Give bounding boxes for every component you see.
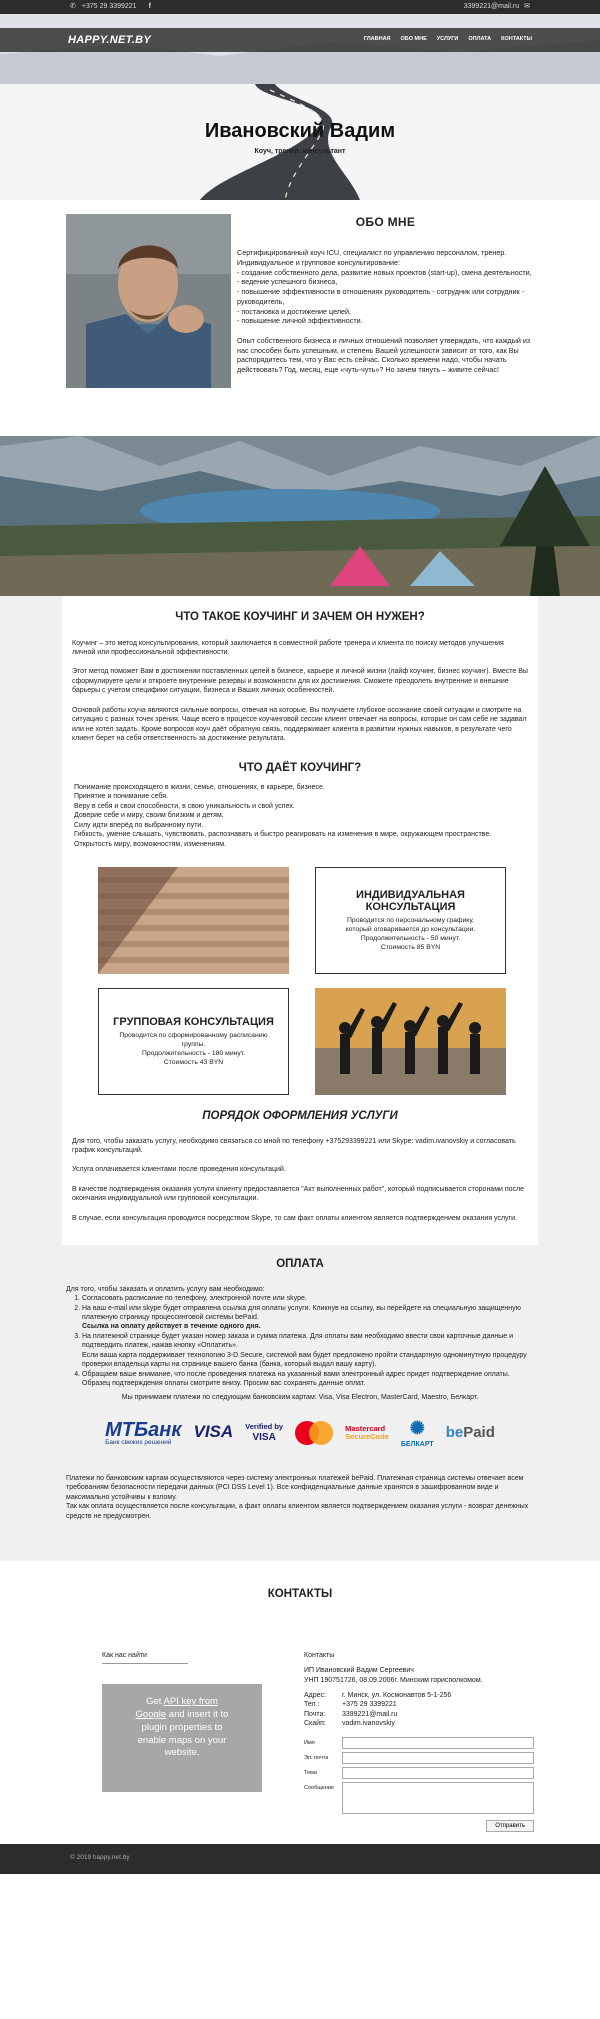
contact-owner: ИП Ивановский Вадим Сергеевич (304, 1667, 414, 1675)
lake-image (0, 436, 600, 596)
coaching-paragraph: Этот метод поможет Вам в достижении поставленных целей в бизнесе, карьере и личной жизни (лайф коучинг, бизнес коучинг). Вместе Вы сформулируете цели и откроете внутренние резервы и возможности для их достижения. Сможете преодолеть внутренние и внешние барьеры с учетом специфики ситуации, бизнеса и Ваших личных особенностей. (72, 668, 528, 695)
cards-line: Мы принимаем платежи по следующим банковским картам: Visa, Visa Electron, MasterCard, Maestro, Белкарт. (121, 1393, 479, 1401)
group-title: ГРУППОВАЯ КОНСУЛЬТАЦИЯ (113, 1015, 274, 1028)
order-paragraph: В случае, если консультация проводится посредством Skype, то сам факт оплаты клиентом является подтверждением оказания услуги. (72, 1214, 517, 1222)
group-card[interactable] (98, 988, 289, 1095)
order-paragraph: Для того, чтобы заказать услугу, необходимо связаться со мной по телефону +375293399221 или Skype: vadim.ivanovskiy и согласовать график консультаций. (72, 1137, 516, 1154)
mail-icon: ✉ (524, 3, 530, 11)
list-item: Понимание происходящего в жизни, семье, отношениях, в карьере, бизнесе. (74, 783, 325, 791)
mastercard-securecode-logo: Mastercard SecureCode (345, 1423, 389, 1441)
send-button[interactable]: Отправить (486, 1820, 534, 1832)
payment-section (0, 1245, 600, 1561)
message-field[interactable] (342, 1782, 534, 1814)
top-phone[interactable]: +375 29 3399221 (81, 3, 137, 11)
payment-footer-paragraph: Платежи по банковским картам осуществляются через систему электронных платежей bePaid. Платежная страница системы отвечает всем требованиям безопасности передачи данных (PCI DSS Level 1). Все конфиденциальные данные хранятся в зашифрованном виде и максимально устойчивы к взлому. (66, 1474, 524, 1501)
map-column (102, 1651, 262, 1832)
name-field[interactable] (342, 1737, 534, 1749)
individual-desc1: Проводится по персональному графику, (347, 916, 474, 924)
order-title: ПОРЯДОК ОФОРМЛЕНИЯ УСЛУГИ (202, 1110, 398, 1123)
payment-logos (66, 1408, 534, 1458)
coaching-paragraph: Основой работы коуча являются сильные вопросы, отвечая на которые, Вы получаете глубокое осознание своей ситуации и смотрите на ситуацию с разных точек зрения. Чаще всего в процессе коучинговой сессии клиент отвечает на вопросы, которые он сам себе не задавал или не хотел задать. Кроме вопросов коуч даёт обратную связь, поддерживает клиента в развитии нужных навыков, в результате чего клиент берет на себя ответственность за достижение результата. (72, 706, 527, 743)
email-label: Эл. почта (304, 1754, 329, 1761)
mtbank-logo: МТБанк Банк свежих решений (105, 1418, 182, 1446)
about-title: ОБО МНЕ (355, 215, 416, 229)
gives-title: ЧТО ДАЁТ КОУЧИНГ? (238, 762, 362, 775)
hero-section (0, 14, 600, 200)
list-item: Принятие и понимание себя. (74, 793, 168, 801)
contacts-grid (66, 1651, 534, 1832)
about-line: Индивидуальное и групповое консультирование: (237, 257, 401, 267)
email-field[interactable] (342, 1752, 534, 1764)
nav-home[interactable]: ГЛАВНАЯ (363, 36, 391, 43)
list-item: 3. На платежной странице будет указан номер заказа и сумма платежа. Для оплаты вам необходимо ввести свои карточные данные и подтвердить платеж, нажав кнопку «Оплатить». Если ваша карта поддерживает технологию 3-D Secure, системой вам будет предложено пройти стандартную одноминутную процедуру проверки владельца карты на странице вашего банка (банка, который выдал вашу карту). (82, 1332, 534, 1370)
payment-steps (66, 1294, 534, 1388)
api-key-link[interactable]: API key from Google (135, 1696, 218, 1720)
group-silhouette-image (315, 988, 506, 1095)
order-paragraph: Услуга оплачивается клиентами после проведения консультаций. (72, 1166, 286, 1174)
about-line: - создание собственного дела, развитие новых проектов (start-up), смена деятельности, (237, 267, 532, 277)
coaching-title: ЧТО ТАКОЕ КОУЧИНГ И ЗАЧЕМ ОН НУЖЕН? (175, 611, 425, 623)
about-section (0, 200, 600, 436)
contact-form (304, 1737, 534, 1832)
bepaid-logo: bePaid (445, 1423, 495, 1441)
group-desc2: группы. (181, 1040, 206, 1048)
list-item: 2. На ваш e-mail или skype будет отправлена ссылка для оплаты услуги. Кликнув на ссылку, вы перейдете на специальную защищенную платежную страницу процессинговой системы bePaid. Ссылка на оплату действует в течение одного дня. (82, 1304, 534, 1332)
nav-about[interactable]: ОБО МНЕ (400, 36, 427, 43)
verified-by-visa-logo: Verified by VISA (245, 1422, 284, 1443)
individual-duration: Продолжительность - 50 минут. (360, 935, 461, 943)
subject-label: Тема (304, 1769, 317, 1776)
about-line: - постановка и достижение целей, (237, 306, 352, 316)
phone-icon: ✆ (70, 3, 76, 11)
name-label: Имя (304, 1739, 315, 1746)
coaching-wrap (0, 596, 600, 1245)
list-item: Силу идти вперёд по выбранному пути. (74, 821, 204, 829)
group-price: Стоимость 43 BYN (163, 1059, 224, 1067)
list-item: Доверие себе и миру, своим близким и детям. (74, 812, 224, 820)
hero-subtitle: Коуч, тренер, консультант (254, 148, 346, 155)
stairs-image (98, 867, 289, 974)
visa-logo: VISA (193, 1422, 234, 1442)
nav-payment[interactable]: ОПЛАТА (468, 36, 492, 43)
contact-row: Тел.: +375 29 3399221 (304, 1701, 397, 1709)
list-item: 4. Обращаем ваше внимание, что после проведения платежа на указанный вами электронный адрес придет подтверждение оплаты. Образец подтверждения оплаты смотрите внизу. Просим вас сохранять данные оплат. (82, 1370, 534, 1389)
coaching-section (62, 596, 538, 1245)
gives-list (74, 783, 528, 849)
contact-skype[interactable]: vadim.ivanovskiy (342, 1720, 395, 1728)
order-paragraph: В качестве подтверждения оказания услуги клиенту предоставляется "Акт выполненных работ", который подписывается сторонами после окончания индивидуальной или групповой консультации. (72, 1185, 525, 1203)
payment-intro: Для того, чтобы заказать и оплатить услугу вам необходимо: (66, 1285, 265, 1293)
list-item: Гибкость, умение слышать, чувствовать, распознавать и быстро реагировать на изменения в мире, окружающем пространстве. (74, 831, 492, 839)
hero-title: Ивановский Вадим (204, 120, 396, 142)
contact-unp: УНП 190751726, 08.09.2006г. Минским горисполкомом. (304, 1676, 483, 1684)
about-line: Сертифицированный коуч ICU, специалист по управлению персоналом, тренер. (237, 248, 507, 258)
individual-title: ИНДИВИДУАЛЬНАЯ КОНСУЛЬТАЦИЯ (356, 888, 465, 914)
belkart-logo: ✺ БЕЛКАРТ (400, 1418, 434, 1449)
mastercard-icon (295, 1421, 333, 1445)
main-nav (364, 36, 532, 43)
top-bar (0, 0, 600, 14)
contact-phone[interactable]: +375 29 3399221 (342, 1701, 397, 1709)
payment-title: ОПЛАТА (276, 1258, 324, 1271)
portrait-photo (66, 214, 231, 388)
individual-card[interactable] (315, 867, 506, 974)
payment-footer-paragraph: Так как оплата осуществляется после консультации, а факт оплаты клиентом является подтверждением оказания услуги - возврат денежных средств не предусмотрен. (66, 1503, 529, 1520)
about-line: - повышение личной эффективности. (237, 316, 363, 326)
site-logo[interactable]: HAPPY.NET.BY (68, 33, 152, 46)
group-desc1: Проводится по сформированному расписанию (119, 1031, 268, 1039)
coaching-paragraph: Коучинг – это метод консультирования, который заключается в совместной работе тренера и клиента по поиску методов улучшения личной или профессиональной эффективности. (72, 639, 504, 656)
top-email[interactable]: 3399221@mail.ru (463, 3, 520, 11)
facebook-icon[interactable]: f (148, 3, 151, 11)
nav-contacts[interactable]: КОНТАКТЫ (501, 36, 532, 43)
copyright: © 2019 happy.net.by (70, 1854, 130, 1862)
message-label: Сообщение (304, 1784, 334, 1791)
about-text (237, 214, 534, 422)
contact-row: Почта: 3399221@mail.ru (304, 1710, 398, 1718)
list-item: 1. Согласовать расписание по телефону, электронной почте или skype. (82, 1294, 534, 1303)
group-duration: Продолжительность - 180 минут. (141, 1049, 246, 1057)
footer (0, 1844, 600, 1874)
individual-price: Стоимость 85 BYN (380, 944, 441, 952)
service-cards (98, 867, 502, 1095)
main-navbar (0, 28, 600, 52)
contacts-title: КОНТАКТЫ (267, 1588, 333, 1601)
subject-field[interactable] (342, 1767, 534, 1779)
contact-info (304, 1651, 534, 1832)
contact-row: Скайп: vadim.ivanovskiy (304, 1720, 395, 1728)
contact-heading: Контакты (304, 1651, 335, 1659)
contact-row: Адрес: г. Минск, ул. Космонавтов 5-1-256 (304, 1691, 452, 1699)
about-closing: Опыт собственного бизнеса и личных отношений позволяет утверждать, что каждый из нас способен быть успешным, и степень Вашей успешности зависит от того, как Вы распорядитесь тем, что у Вас есть сейчас. Сколько времени надо, чтобы начать действовать? Год, месяц, еще «чуть-чуть»? Но зачем тянуть – живите сейчас! (237, 335, 531, 375)
individual-desc2: который оговаривается до консультации. (345, 926, 476, 933)
list-item: Открытость миру, возможностям, изменениям. (74, 840, 227, 848)
contacts-section (0, 1561, 600, 1844)
howto-label: Как нас найти (102, 1651, 188, 1664)
contact-email[interactable]: 3399221@mail.ru (342, 1710, 398, 1718)
nav-services[interactable]: УСЛУГИ (436, 36, 459, 43)
about-line: - ведение успешного бизнеса, (237, 277, 338, 287)
map-placeholder: Get API key from Google and insert it to plugin properties to enable maps on your website. (102, 1684, 262, 1792)
about-line: - повышение эффективности в отношениях руководитель - сотрудник или сотрудник - руководитель, (237, 287, 525, 306)
list-item: Веру в себя и свои способности, в свою уникальность и свой успех. (74, 802, 295, 810)
